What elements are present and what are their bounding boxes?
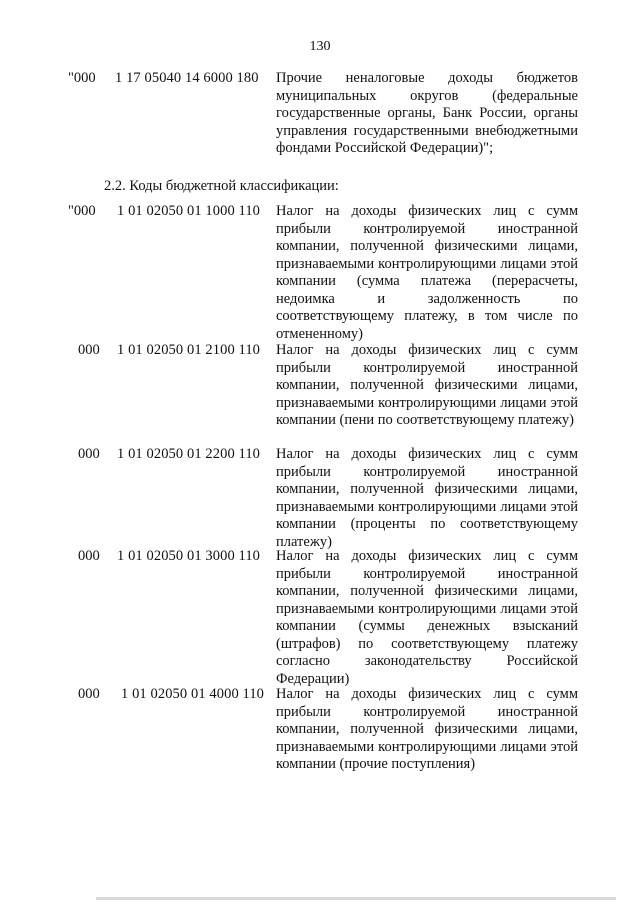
- admin-code: 000: [78, 548, 100, 564]
- classification-code: 1 01 02050 01 1000 110: [117, 203, 261, 219]
- scan-edge-divider: [96, 897, 616, 900]
- classification-code: 1 01 02050 01 3000 110: [117, 548, 261, 564]
- code-description: Налог на доходы физических лиц с сумм прибыли контролируемой иностранной компании, полученной физическими лицами, признаваемыми контролирующими лицами этой компании (сумма платежа (перерасчеты, недоимка и задолженность по соответствующему платежу, в том числе по отмененному): [276, 203, 578, 342]
- code-description: Налог на доходы физических лиц с сумм прибыли контролируемой иностранной компании, полученной физическими лицами, признаваемыми контролирующими лицами этой компании (суммы денежных взысканий (штрафов) по соответствующему платежу согласно законодательству Российской Федерации): [276, 548, 578, 687]
- classification-code: 1 17 05040 14 6000 180: [115, 70, 259, 86]
- classification-code: 1 01 02050 01 4000 110: [121, 686, 265, 702]
- admin-code: "000: [68, 70, 96, 86]
- code-description: Прочие неналоговые доходы бюджетов муниципальных округов (федеральные государственные органы, Банк России, органы управления государственными внебюджетными фондами Российской Федерации)";: [276, 70, 578, 156]
- code-description: Налог на доходы физических лиц с сумм прибыли контролируемой иностранной компании, полученной физическими лицами, признаваемыми контролирующими лицами этой компании (прочие поступления): [276, 686, 578, 772]
- code-description: Налог на доходы физических лиц с сумм прибыли контролируемой иностранной компании, полученной физическими лицами, признаваемыми контролирующими лицами этой компании (пени по соответствующему платежу): [276, 342, 578, 428]
- admin-code: "000: [68, 203, 96, 219]
- page-number: 130: [309, 39, 331, 54]
- admin-code: 000: [78, 446, 100, 462]
- admin-code: 000: [78, 686, 100, 702]
- classification-code: 1 01 02050 01 2100 110: [117, 342, 261, 358]
- classification-code: 1 01 02050 01 2200 110: [117, 446, 261, 462]
- code-description: Налог на доходы физических лиц с сумм прибыли контролируемой иностранной компании, полученной физическими лицами, признаваемыми контролирующими лицами этой компании (проценты по соответствующему платежу): [276, 446, 578, 550]
- section-heading: 2.2. Коды бюджетной классификации:: [104, 178, 339, 194]
- admin-code: 000: [78, 342, 100, 358]
